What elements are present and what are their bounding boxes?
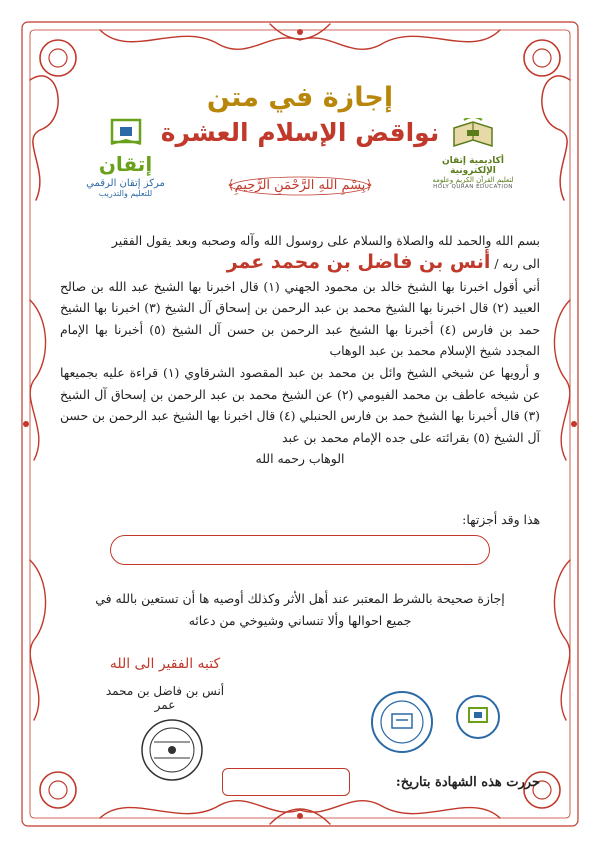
student-line [60,252,540,276]
signature-label: كتبه الفقير الى الله [109,656,221,672]
open-book-icon [450,118,496,152]
academy-tagline-en: HOLY QURAN EDUCATION [433,184,513,190]
itqan-tagline: للتعليم والتدريب [98,189,153,198]
signature-name: أنس بن فاضل بن محمد عمر [105,684,225,712]
intro-paragraph: بسم الله والحمد لله والصلاة والسلام على روسول الله وآله وصحبه وبعد يقول الفقير [111,233,540,248]
student-name: أنس بن فاضل بن محمد عمر [226,250,491,273]
academy-seal-stamp [370,690,434,754]
chain-paragraph-1: أني أقول اخبرنا بها الشيخ خالد بن محمود الجهني (١) قال اخبرنا بها الشيخ عبد الله بن صالح العبيد (٢) قال اخبرنا بها الشيخ محمد بن عبد الرحمن بن إسحاق آل الشيخ (٣) اخبرنا بها الشيخ حمد بن فارس (٤) أخبرنا بها الشيخ عبد الرحمن بن حسن آل الشيخ (٥) أخبرنا بها الإمام المجدد شيخ الإسلام محمد بن عبد الوهاب [60,278,541,359]
chain-paragraph-2: و أرويها عن شيخي الشيخ وائل بن محمد بن عبد المقصود الشرقاوي (١) قراءة عليه بجميعها عن شيخه عاطف بن محمد الفيومي (٢) عن الشيخ محمد بن عبد الرحمن بن إسحاق آل الشيخ (٣) قال أخبرنا بها الشيخ حمد بن فارس الحنبلي (٤) قال اخبرنا بها الشيخ عبد الرحمن بن حسن آل الشيخ (٥) بقرائته على جده الإمام محمد بن عبد [60,364,540,445]
academy-name: أكاديمية إتقان الإلكترونية [442,156,504,176]
date-field[interactable] [222,768,350,796]
personal-seal-stamp [140,718,204,782]
book-icon [109,118,143,148]
title-line-1: إجازة في متن [206,82,394,113]
academy-tagline: لتعليم القرآن الكريم وعلومه [432,176,514,184]
granted-label: هذا وقد أجزتها: [462,512,540,527]
itqan-seal-stamp [455,690,501,744]
basmala: ﴿بِسْمِ اللهِ الرَّحْمَنِ الرَّحِيمِ﴾ [227,178,373,193]
title-line-2: نواقض الإسلام العشرة [160,118,440,147]
closing-line-1: إجازة صحيحة بالشرط المعتبر عند أهل الأثر وكذلك أوصيه ها أن تستعين بالله في [95,591,505,606]
chain-paragraph-2-end: الوهاب رحمه الله [255,451,345,467]
closing-line-2: جميع احوالها وألا تنساني وشيوخي من دعائه [188,612,412,628]
certificate-body [60,230,540,470]
date-label: حررت هذه الشهادة بتاريخ: [395,775,540,790]
granted-text-field[interactable] [110,535,490,565]
to-prefix: الى ربه / [494,255,540,271]
itqan-subtitle: مركز إتقان الرقمي [86,178,165,189]
closing-text [60,588,540,631]
itqan-brand: إتقان [98,152,153,176]
